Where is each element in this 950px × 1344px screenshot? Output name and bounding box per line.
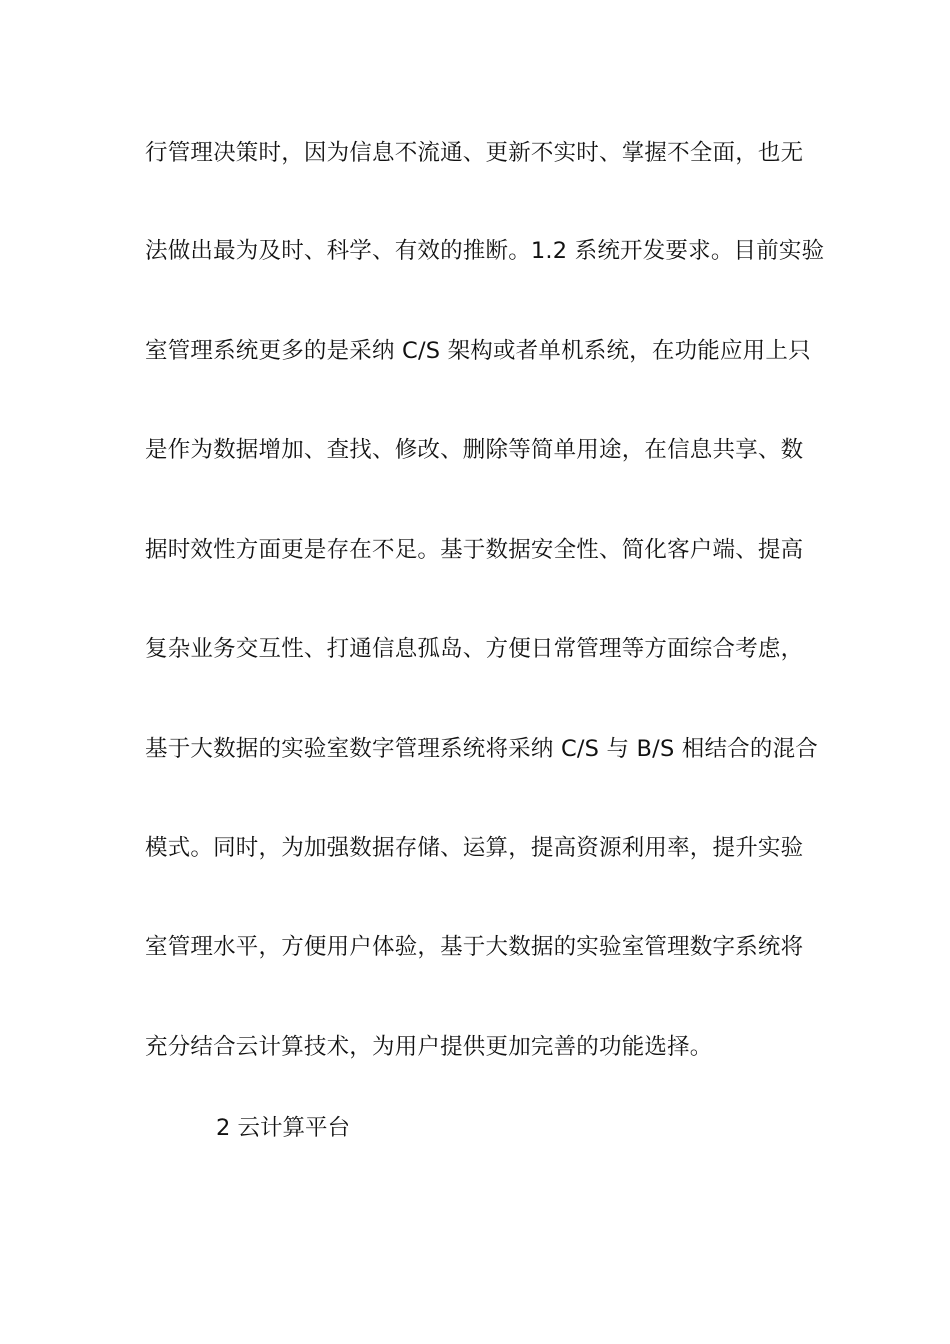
paragraph-line: 室管理系统更多的是采纳 C/S 架构或者单机系统，在功能应用上只 bbox=[145, 338, 811, 364]
paragraph-line: 室管理水平，方便用户体验，基于大数据的实验室管理数字系统将 bbox=[145, 934, 804, 960]
paragraph-line: 据时效性方面更是存在不足。基于数据安全性、简化客户端、提高 bbox=[145, 537, 804, 563]
paragraph-line: 法做出最为及时、科学、有效的推断。1.2 系统开发要求。目前实验 bbox=[145, 238, 825, 264]
paragraph-line: 基于大数据的实验室数字管理系统将采纳 C/S 与 B/S 相结合的混合 bbox=[145, 736, 818, 762]
section-heading: 2 云计算平台 bbox=[216, 1115, 350, 1141]
paragraph-line: 充分结合云计算技术，为用户提供更加完善的功能选择。 bbox=[145, 1034, 713, 1060]
paragraph-line: 复杂业务交互性、打通信息孤岛、方便日常管理等方面综合考虑， bbox=[145, 636, 804, 662]
paragraph-line: 是作为数据增加、查找、修改、删除等简单用途，在信息共享、数 bbox=[145, 437, 804, 463]
paragraph-line: 行管理决策时，因为信息不流通、更新不实时、掌握不全面，也无 bbox=[145, 140, 804, 166]
paragraph-line: 模式。同时，为加强数据存储、运算，提高资源利用率，提升实验 bbox=[145, 835, 804, 861]
